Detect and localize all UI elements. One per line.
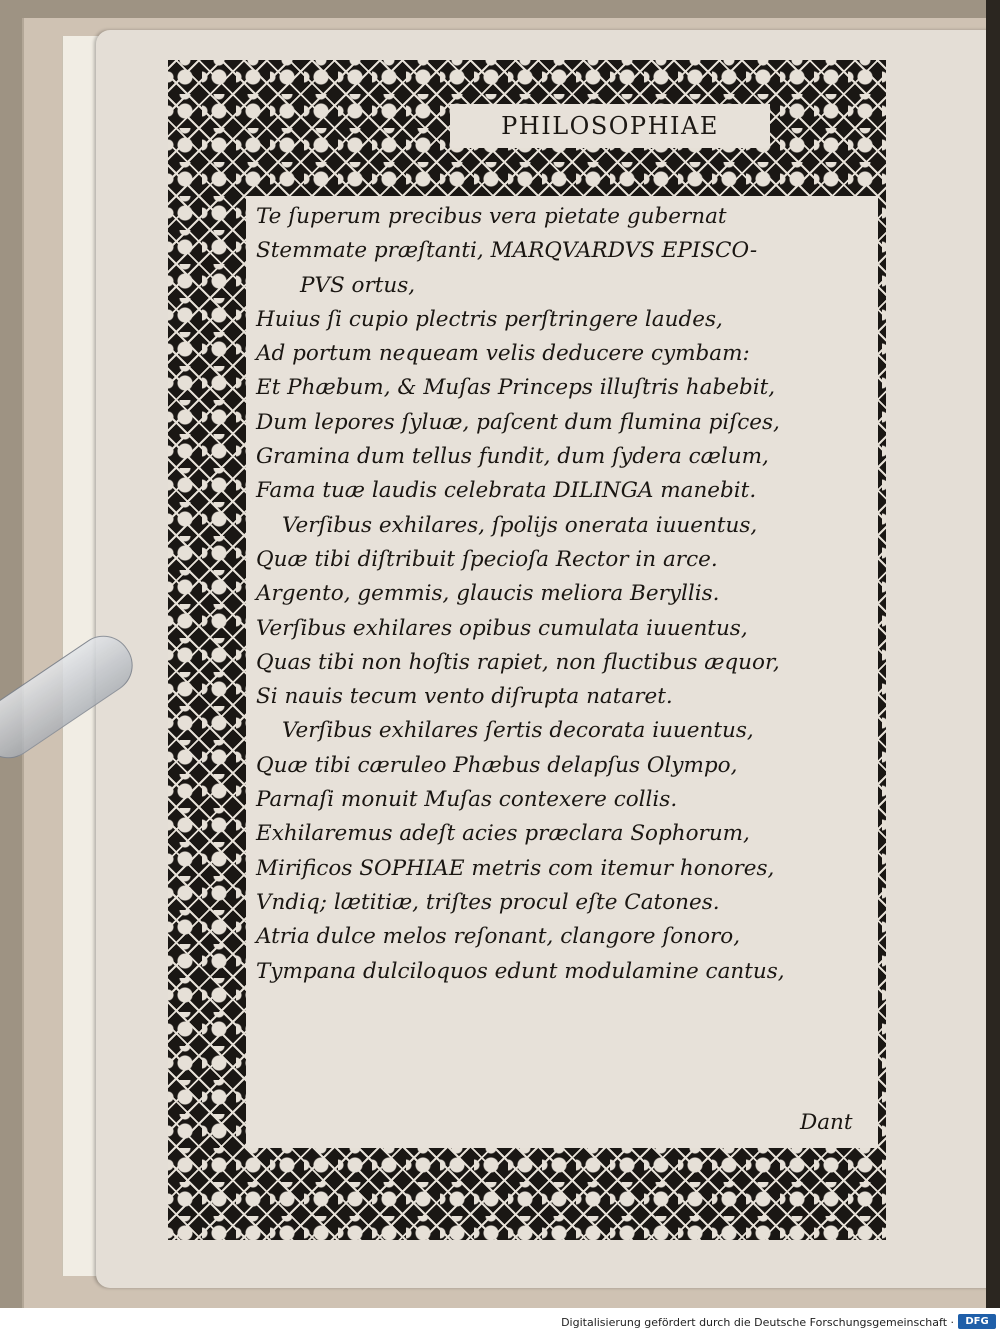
verse-line: Parnaſi monuit Muſas contexere collis.: [256, 787, 678, 813]
dfg-logo: DFG: [958, 1314, 996, 1329]
verse-line: Gramina dum tellus fundit, dum ſydera cælum,: [256, 444, 769, 470]
verse-line: Dum lepores ſyluæ, paſcent dum flumina piſces,: [256, 409, 780, 435]
verse-line: Verſibus exhilares ſertis decorata iuuentus,: [282, 718, 754, 744]
verse-line: Verſibus exhilares opibus cumulata iuuentus,: [256, 615, 748, 641]
verse-line: Te ſuperum precibus vera pietate gubernat: [256, 204, 727, 229]
running-head-plate: [450, 104, 770, 148]
footer-bar: [0, 1308, 1000, 1336]
verse-line: Mirificos SOPHIAE metris com itemur honores,: [256, 855, 775, 881]
verse-line: Si nauis tecum vento diſrupta nataret.: [256, 684, 673, 710]
verse-line: Quæ tibi cæruleo Phæbus delapſus Olympo,: [256, 752, 738, 778]
verse-line: Atria dulce melos reſonant, clangore ſonoro,: [256, 924, 741, 950]
verse-line: Quas tibi non hoſtis rapiet, non fluctibus æquor,: [256, 649, 780, 675]
verse-line: Vndiq; lætitiæ, triſtes procul eſte Catones.: [256, 889, 720, 915]
verse-line: Exhilaremus adeſt acies præclara Sophorum,: [256, 821, 750, 847]
verse-line: Verſibus exhilares, ſpolijs onerata iuuentus,: [282, 512, 758, 538]
verse-line: Tympana dulciloquos edunt modulamine cantus,: [256, 958, 785, 984]
verse-line: Argento, gemmis, glaucis meliora Beryllis.: [256, 581, 720, 607]
running-head: PHILOSOPHIAE: [501, 112, 719, 140]
verse-line: Fama tuæ laudis celebrata DILINGA manebit.: [256, 478, 757, 504]
funding-credit: Digitalisierung gefördert durch die Deutsche Forschungsgemeinschaft ·: [561, 1316, 954, 1329]
verse-line: Ad portum nequeam velis deducere cymbam:: [256, 341, 750, 367]
verse-line: Et Phæbum, & Muſas Princeps illuſtris habebit,: [256, 375, 776, 401]
verse-line: PVS ortus,: [300, 272, 416, 298]
verse-line: Quæ tibi diſtribuit ſpecioſa Rector in arce.: [256, 546, 718, 572]
verse-line: Huius ſi cupio plectris perſtringere laudes,: [256, 306, 723, 332]
verse-text: [256, 200, 884, 989]
verse-line: Stemmate præſtanti, MARQVARDVS EPISCO-: [256, 238, 758, 264]
scan-shadow-right: [986, 0, 1000, 1308]
catchword: Dant: [800, 1110, 853, 1135]
